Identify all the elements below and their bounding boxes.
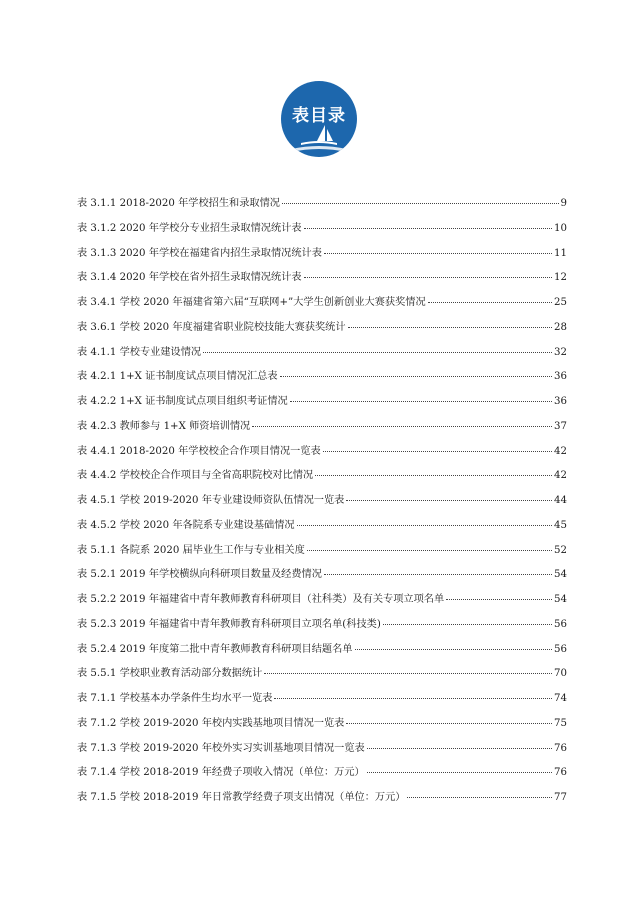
toc-entry-page: 36 (554, 371, 567, 383)
toc-entry-label: 表 3.1.3 2020 年学校在福建省内招生录取情况统计表 (77, 247, 322, 259)
toc-entry-page: 42 (554, 445, 567, 457)
toc-entry-label: 表 3.1.2 2020 年学校分专业招生录取情况统计表 (77, 222, 302, 234)
toc-entry-label: 表 3.4.1 学校 2020 年福建省第六届“互联网+”大学生创新创业大赛获奖情况 (77, 297, 426, 308)
dot-leader (446, 599, 552, 600)
toc-entry[interactable] (77, 763, 567, 788)
toc-entry[interactable] (77, 194, 567, 219)
toc-entry-label: 表 4.5.1 学校 2019-2020 年专业建设师资队伍情况一览表 (77, 495, 345, 506)
toc-entry-label: 表 4.2.3 教师参与 1+X 师资培训情况 (77, 420, 251, 432)
dot-leader (297, 525, 552, 526)
toc-entry-page: 74 (554, 693, 567, 704)
toc-entry[interactable] (77, 689, 567, 714)
toc-entry-page: 28 (554, 321, 567, 333)
toc-entry[interactable] (77, 392, 567, 417)
toc-entry-label: 表 7.1.4 学校 2018-2019 年经费子项收入情况（单位：万元） (77, 767, 365, 779)
toc-entry[interactable] (77, 244, 567, 269)
toc-entry-label: 表 3.1.4 2020 年学校在省外招生录取情况统计表 (77, 272, 302, 284)
toc-entry-label: 表 3.1.1 2018-2020 年学校招生和录取情况 (77, 198, 280, 209)
page-title: 表目录 (292, 106, 346, 126)
dot-leader (304, 228, 552, 229)
toc-entry[interactable] (77, 442, 567, 467)
toc-entry-page: 11 (554, 247, 567, 259)
toc-entry-page: 45 (554, 519, 567, 531)
toc-entry[interactable] (77, 219, 567, 244)
toc-entry-page: 76 (554, 742, 567, 754)
toc-entry[interactable] (77, 590, 567, 615)
toc-entry-page: 70 (554, 668, 567, 680)
toc-entry-label: 表 5.2.1 2019 年学校横纵向科研项目数量及经费情况 (77, 569, 322, 581)
toc-entry-label: 表 5.2.2 2019 年福建省中青年教师教育科研项目（社科类）及有关专项立项名单 (77, 594, 445, 605)
toc-entry-page: 12 (554, 272, 567, 284)
toc-entry-label: 表 5.1.1 各院系 2020 届毕业生工作与专业相关度 (77, 544, 305, 556)
dot-leader (274, 698, 552, 699)
toc-entry-label: 表 7.1.3 学校 2019-2020 年校外实习实训基地项目情况一览表 (77, 742, 365, 754)
dot-leader (203, 352, 552, 353)
toc-entry-label: 表 5.2.3 2019 年福建省中青年教师教育科研项目立项名单(科技类) (77, 618, 381, 630)
toc-entry[interactable] (77, 516, 567, 541)
toc-entry-page: 37 (554, 420, 567, 432)
dot-leader (282, 203, 559, 204)
dot-leader (323, 451, 552, 452)
toc-entry-page: 42 (554, 470, 567, 482)
dot-leader (407, 797, 552, 798)
toc-entry[interactable] (77, 788, 567, 813)
toc-entry-page: 56 (554, 643, 567, 655)
toc-entry-label: 表 7.1.1 学校基本办学条件生均水平一览表 (77, 693, 273, 704)
sailboat-icon (281, 81, 357, 157)
toc-entry-page: 9 (560, 198, 567, 209)
toc-entry-page: 76 (554, 767, 567, 779)
toc-entry-label: 表 3.6.1 学校 2020 年度福建省职业院校技能大赛获奖统计 (77, 321, 346, 333)
toc-entry[interactable] (77, 268, 567, 293)
dot-leader (383, 624, 552, 625)
dot-leader (290, 401, 552, 402)
toc-entry[interactable] (77, 714, 567, 739)
toc-entry-label: 表 4.5.2 学校 2020 年各院系专业建设基础情况 (77, 519, 295, 531)
toc-entry[interactable] (77, 417, 567, 442)
dot-leader (315, 475, 552, 476)
toc-entry-label: 表 4.2.1 1+X 证书制度试点项目情况汇总表 (77, 371, 278, 383)
dot-leader (252, 426, 552, 427)
title-badge (281, 81, 357, 157)
toc-entry-page: 36 (554, 396, 567, 407)
toc-entry-page: 56 (554, 618, 567, 630)
toc-entry[interactable] (77, 739, 567, 764)
toc-entry[interactable] (77, 466, 567, 491)
toc-entry-page: 75 (554, 717, 567, 729)
toc-entry[interactable] (77, 343, 567, 368)
toc-entry[interactable] (77, 541, 567, 566)
toc-entry-label: 表 4.4.1 2018-2020 年学校校企合作项目情况一览表 (77, 445, 321, 457)
toc-entry-label: 表 5.5.1 学校职业教育活动部分数据统计 (77, 668, 263, 680)
dot-leader (346, 500, 552, 501)
dot-leader (280, 376, 553, 377)
toc-entry-label: 表 4.2.2 1+X 证书制度试点项目组织考证情况 (77, 396, 288, 407)
toc-entry[interactable] (77, 293, 567, 318)
toc-entry-page: 54 (554, 594, 567, 605)
dot-leader (307, 550, 552, 551)
toc-entry-page: 32 (554, 346, 567, 358)
dot-leader (428, 302, 552, 303)
toc-entry-page: 54 (554, 569, 567, 581)
dot-leader (355, 649, 553, 650)
table-of-tables (77, 194, 567, 813)
dot-leader (264, 673, 552, 674)
toc-entry[interactable] (77, 367, 567, 392)
toc-entry-label: 表 4.4.2 学校校企合作项目与全省高职院校对比情况 (77, 470, 314, 482)
dot-leader (346, 723, 552, 724)
dot-leader (304, 277, 552, 278)
toc-entry-page: 25 (554, 297, 567, 308)
toc-entry-page: 44 (554, 495, 567, 506)
toc-entry-page: 52 (554, 544, 567, 556)
toc-entry[interactable] (77, 640, 567, 665)
toc-entry[interactable] (77, 664, 567, 689)
toc-entry-label: 表 4.1.1 学校专业建设情况 (77, 346, 202, 358)
toc-entry[interactable] (77, 318, 567, 343)
toc-entry-page: 77 (554, 792, 567, 803)
toc-entry[interactable] (77, 491, 567, 516)
toc-entry[interactable] (77, 565, 567, 590)
dot-leader (367, 772, 552, 773)
dot-leader (367, 748, 552, 749)
toc-entry-label: 表 7.1.2 学校 2019-2020 年校内实践基地项目情况一览表 (77, 717, 345, 729)
dot-leader (348, 327, 552, 328)
toc-entry-label: 表 5.2.4 2019 年度第二批中青年教师教育科研项目结题名单 (77, 643, 353, 655)
toc-entry[interactable] (77, 615, 567, 640)
dot-leader (324, 253, 552, 254)
toc-entry-label: 表 7.1.5 学校 2018-2019 年日常教学经费子项支出情况（单位：万元） (77, 792, 406, 803)
toc-entry-page: 10 (554, 222, 567, 234)
dot-leader (324, 574, 552, 575)
